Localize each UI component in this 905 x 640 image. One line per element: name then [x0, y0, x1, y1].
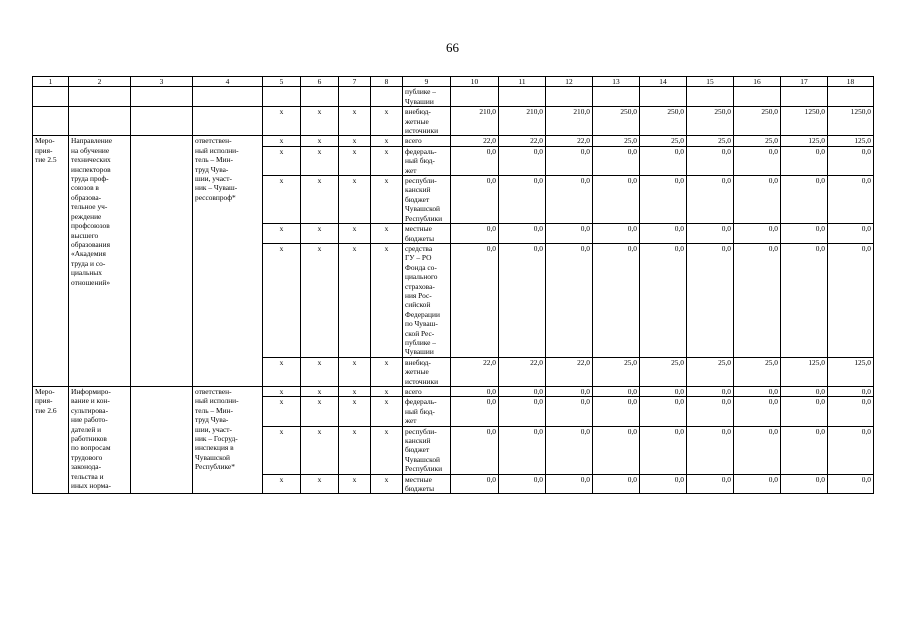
- column-number: 17: [781, 77, 828, 87]
- empty-cell: [69, 87, 131, 107]
- amount-cell: 0,0: [451, 243, 499, 357]
- amount-cell: 0,0: [451, 426, 499, 474]
- amount-cell: 210,0: [546, 107, 593, 136]
- x-mark: х: [371, 107, 403, 136]
- amount-cell: 0,0: [546, 474, 593, 494]
- amount-cell: 1250,0: [828, 107, 874, 136]
- amount-cell: 0,0: [781, 146, 828, 175]
- amount-cell: 250,0: [593, 107, 640, 136]
- amount-cell: 0,0: [828, 243, 874, 357]
- empty-cell: [640, 87, 687, 107]
- amount-cell: 0,0: [687, 397, 734, 426]
- amount-cell: 0,0: [546, 397, 593, 426]
- amount-cell: 0,0: [546, 243, 593, 357]
- amount-cell: 0,0: [451, 387, 499, 397]
- amount-cell: 0,0: [734, 176, 781, 224]
- column-number: 12: [546, 77, 593, 87]
- x-mark: х: [371, 387, 403, 397]
- x-mark: х: [371, 397, 403, 426]
- x-mark: х: [339, 146, 371, 175]
- table-row: [33, 87, 874, 107]
- table-row: [33, 387, 874, 397]
- empty-cell: [371, 87, 403, 107]
- x-mark: х: [301, 107, 339, 136]
- x-mark: х: [263, 474, 301, 494]
- empty-cell: [828, 87, 874, 107]
- amount-cell: 0,0: [640, 387, 687, 397]
- x-mark: х: [263, 176, 301, 224]
- table-row: [33, 136, 874, 146]
- funding-source: республи- канский бюджет Чувашской Республики: [403, 426, 451, 474]
- amount-cell: 0,0: [499, 397, 546, 426]
- amount-cell: 22,0: [499, 357, 546, 386]
- amount-cell: 0,0: [687, 387, 734, 397]
- x-mark: х: [301, 243, 339, 357]
- amount-cell: 0,0: [546, 426, 593, 474]
- column-number: 9: [403, 77, 451, 87]
- amount-cell: 0,0: [781, 474, 828, 494]
- funding-source: внебюд- жетные источники: [403, 357, 451, 386]
- funding-source: публике – Чувашии: [403, 87, 451, 107]
- amount-cell: 210,0: [499, 107, 546, 136]
- empty-cell: [781, 87, 828, 107]
- amount-cell: 0,0: [687, 224, 734, 244]
- funding-source: федераль- ный бюд- жет: [403, 397, 451, 426]
- amount-cell: 0,0: [781, 387, 828, 397]
- x-mark: х: [301, 136, 339, 146]
- x-mark: х: [301, 176, 339, 224]
- x-mark: х: [263, 243, 301, 357]
- amount-cell: 0,0: [451, 176, 499, 224]
- amount-cell: 0,0: [781, 426, 828, 474]
- amount-cell: 0,0: [828, 426, 874, 474]
- x-mark: х: [371, 243, 403, 357]
- x-mark: х: [339, 357, 371, 386]
- empty-cell: [193, 87, 263, 107]
- x-mark: х: [339, 426, 371, 474]
- column-number: 7: [339, 77, 371, 87]
- x-mark: х: [371, 224, 403, 244]
- funding-source: местные бюджеты: [403, 474, 451, 494]
- column-number: 1: [33, 77, 69, 87]
- amount-cell: 22,0: [499, 136, 546, 146]
- amount-cell: 0,0: [828, 146, 874, 175]
- x-mark: х: [301, 397, 339, 426]
- amount-cell: 0,0: [781, 176, 828, 224]
- empty-cell: [131, 107, 193, 136]
- table-body: [33, 77, 874, 494]
- x-mark: х: [371, 426, 403, 474]
- amount-cell: 25,0: [687, 357, 734, 386]
- empty-cell: [734, 87, 781, 107]
- amount-cell: 0,0: [687, 426, 734, 474]
- x-mark: х: [339, 176, 371, 224]
- amount-cell: 0,0: [687, 146, 734, 175]
- amount-cell: 0,0: [451, 224, 499, 244]
- amount-cell: 0,0: [499, 243, 546, 357]
- amount-cell: 0,0: [640, 146, 687, 175]
- amount-cell: 0,0: [593, 397, 640, 426]
- amount-cell: 25,0: [640, 357, 687, 386]
- x-mark: х: [339, 474, 371, 494]
- amount-cell: 22,0: [546, 136, 593, 146]
- column-number: 8: [371, 77, 403, 87]
- amount-cell: 0,0: [828, 397, 874, 426]
- x-mark: х: [263, 146, 301, 175]
- column-number: 5: [263, 77, 301, 87]
- measure-title: Информиро- вание и кон- сультирова- ние работо- дателей и работников по вопросам трудового законода- тельства и иных норма-: [69, 387, 131, 494]
- amount-cell: 0,0: [499, 146, 546, 175]
- amount-cell: 0,0: [734, 243, 781, 357]
- x-mark: х: [301, 146, 339, 175]
- amount-cell: 0,0: [593, 387, 640, 397]
- x-mark: х: [339, 224, 371, 244]
- amount-cell: 0,0: [451, 474, 499, 494]
- x-mark: х: [301, 426, 339, 474]
- amount-cell: 0,0: [687, 176, 734, 224]
- x-mark: х: [339, 107, 371, 136]
- amount-cell: 0,0: [640, 474, 687, 494]
- amount-cell: 125,0: [781, 136, 828, 146]
- column-number: 15: [687, 77, 734, 87]
- amount-cell: 0,0: [499, 176, 546, 224]
- amount-cell: 0,0: [640, 224, 687, 244]
- amount-cell: 0,0: [828, 387, 874, 397]
- amount-cell: 125,0: [828, 136, 874, 146]
- amount-cell: 0,0: [593, 146, 640, 175]
- amount-cell: 0,0: [499, 426, 546, 474]
- empty-cell: [33, 107, 69, 136]
- amount-cell: 25,0: [734, 357, 781, 386]
- amount-cell: 125,0: [781, 357, 828, 386]
- funding-source: республи- канский бюджет Чувашской Республики: [403, 176, 451, 224]
- x-mark: х: [371, 474, 403, 494]
- funding-source: внебюд- жетные источники: [403, 107, 451, 136]
- amount-cell: 1250,0: [781, 107, 828, 136]
- empty-cell: [339, 87, 371, 107]
- amount-cell: 250,0: [640, 107, 687, 136]
- x-mark: х: [263, 357, 301, 386]
- empty-cell: [546, 87, 593, 107]
- amount-cell: 0,0: [499, 474, 546, 494]
- amount-cell: 0,0: [828, 176, 874, 224]
- amount-cell: 0,0: [546, 176, 593, 224]
- column-number: 3: [131, 77, 193, 87]
- x-mark: х: [301, 224, 339, 244]
- budget-table: [32, 76, 874, 494]
- x-mark: х: [339, 387, 371, 397]
- amount-cell: 0,0: [546, 224, 593, 244]
- amount-cell: 0,0: [781, 224, 828, 244]
- amount-cell: 0,0: [451, 397, 499, 426]
- x-mark: х: [339, 136, 371, 146]
- measure-number: Меро- прия- тие 2.5: [33, 136, 69, 387]
- amount-cell: 0,0: [593, 474, 640, 494]
- amount-cell: 0,0: [593, 243, 640, 357]
- amount-cell: 0,0: [734, 397, 781, 426]
- amount-cell: 210,0: [451, 107, 499, 136]
- column-number-row: [33, 77, 874, 87]
- amount-cell: 0,0: [640, 397, 687, 426]
- funding-source: местные бюджеты: [403, 224, 451, 244]
- x-mark: х: [301, 474, 339, 494]
- amount-cell: 0,0: [734, 224, 781, 244]
- x-mark: х: [263, 426, 301, 474]
- measure-title: Направление на обучение технических инспекторов труда проф- союзов в образова- тельное уч- реждение профсоюзов высшего образования «Академия труда и со- циальных отношений»: [69, 136, 131, 387]
- table-row: [33, 107, 874, 136]
- column-number: 18: [828, 77, 874, 87]
- responsible-party: ответствен- ный исполни- тель – Мин- труд Чува- шии, участ- ник – Госруд- инспекция в Чувашской Республике*: [193, 387, 263, 494]
- funding-source: федераль- ный бюд- жет: [403, 146, 451, 175]
- empty-cell: [687, 87, 734, 107]
- x-mark: х: [371, 176, 403, 224]
- amount-cell: 0,0: [593, 224, 640, 244]
- amount-cell: 0,0: [546, 387, 593, 397]
- column-number: 6: [301, 77, 339, 87]
- amount-cell: 22,0: [451, 357, 499, 386]
- amount-cell: 25,0: [640, 136, 687, 146]
- funding-source: всего: [403, 136, 451, 146]
- empty-cell: [301, 87, 339, 107]
- amount-cell: 22,0: [451, 136, 499, 146]
- empty-cell: [593, 87, 640, 107]
- amount-cell: 0,0: [734, 387, 781, 397]
- amount-cell: 250,0: [687, 107, 734, 136]
- x-mark: х: [371, 136, 403, 146]
- column-number: 13: [593, 77, 640, 87]
- empty-cell: [451, 87, 499, 107]
- column-number: 10: [451, 77, 499, 87]
- amount-cell: 0,0: [687, 243, 734, 357]
- measure-number: Меро- прия- тие 2.6: [33, 387, 69, 494]
- column-number: 4: [193, 77, 263, 87]
- amount-cell: 0,0: [499, 224, 546, 244]
- x-mark: х: [301, 387, 339, 397]
- x-mark: х: [263, 107, 301, 136]
- amount-cell: 0,0: [734, 474, 781, 494]
- amount-cell: 22,0: [546, 357, 593, 386]
- amount-cell: 25,0: [734, 136, 781, 146]
- x-mark: х: [339, 243, 371, 357]
- funding-source: средства ГУ – РО Фонда со- циального страхова- ния Рос- сийской Федерации по Чуваш- ской Рес- публике – Чувашии: [403, 243, 451, 357]
- x-mark: х: [263, 224, 301, 244]
- amount-cell: 0,0: [593, 176, 640, 224]
- amount-cell: 0,0: [734, 426, 781, 474]
- amount-cell: 0,0: [781, 397, 828, 426]
- amount-cell: 0,0: [499, 387, 546, 397]
- column-number: 11: [499, 77, 546, 87]
- amount-cell: 125,0: [828, 357, 874, 386]
- amount-cell: 0,0: [593, 426, 640, 474]
- x-mark: х: [371, 357, 403, 386]
- amount-cell: 0,0: [734, 146, 781, 175]
- x-mark: х: [263, 387, 301, 397]
- amount-cell: 25,0: [687, 136, 734, 146]
- responsible-party: ответствен- ный исполни- тель – Мин- труд Чува- шии, участ- ник – Чуваш- рессовпроф*: [193, 136, 263, 387]
- funding-source: всего: [403, 387, 451, 397]
- amount-cell: 0,0: [828, 224, 874, 244]
- amount-cell: 0,0: [451, 146, 499, 175]
- empty-cell: [131, 87, 193, 107]
- amount-cell: 0,0: [640, 426, 687, 474]
- empty-cell: [69, 107, 131, 136]
- column-number: 2: [69, 77, 131, 87]
- empty-cell: [263, 87, 301, 107]
- amount-cell: 250,0: [734, 107, 781, 136]
- x-mark: х: [339, 397, 371, 426]
- x-mark: х: [263, 136, 301, 146]
- x-mark: х: [301, 357, 339, 386]
- x-mark: х: [371, 146, 403, 175]
- amount-cell: 0,0: [687, 474, 734, 494]
- empty-cell: [131, 387, 193, 494]
- empty-cell: [499, 87, 546, 107]
- empty-cell: [193, 107, 263, 136]
- column-number: 14: [640, 77, 687, 87]
- empty-cell: [33, 87, 69, 107]
- empty-cell: [131, 136, 193, 387]
- x-mark: х: [263, 397, 301, 426]
- amount-cell: 25,0: [593, 357, 640, 386]
- amount-cell: 0,0: [640, 243, 687, 357]
- column-number: 16: [734, 77, 781, 87]
- amount-cell: 0,0: [781, 243, 828, 357]
- amount-cell: 0,0: [640, 176, 687, 224]
- page-number: 66: [446, 40, 459, 55]
- amount-cell: 25,0: [593, 136, 640, 146]
- amount-cell: 0,0: [546, 146, 593, 175]
- amount-cell: 0,0: [828, 474, 874, 494]
